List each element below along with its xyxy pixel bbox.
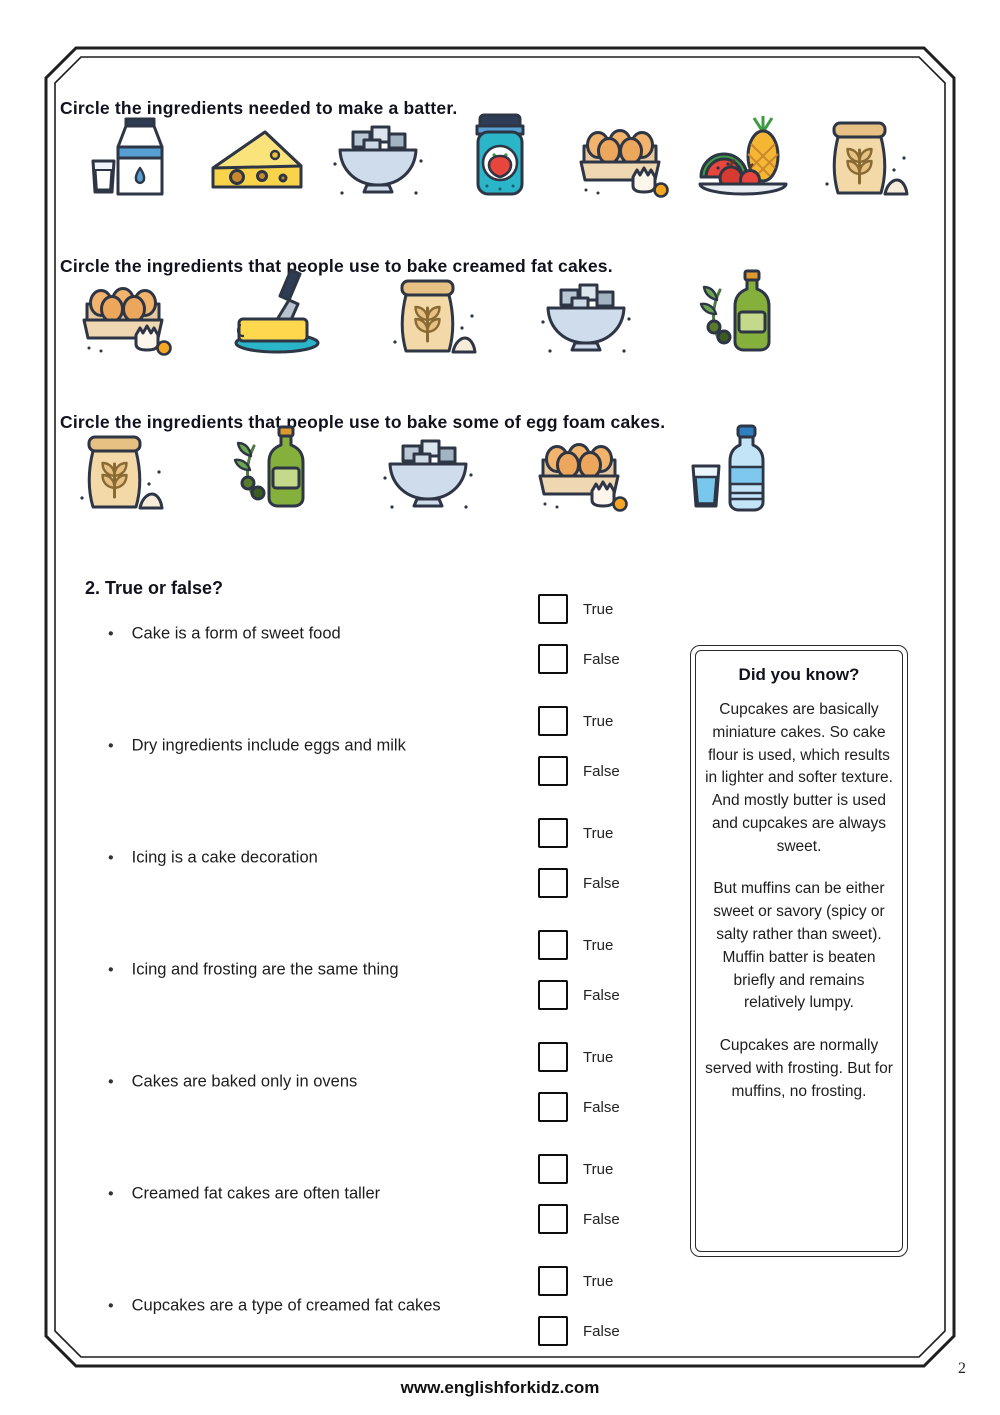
false-label: False — [583, 650, 620, 668]
question-text: Icing and frosting are the same thing — [131, 960, 399, 979]
true-checkbox[interactable] — [538, 1266, 568, 1296]
true-label: True — [583, 936, 614, 954]
creamed-fat-ingredients-row — [75, 264, 790, 364]
true-label: True — [583, 712, 614, 730]
true-checkbox[interactable] — [538, 930, 568, 960]
question-row — [100, 690, 675, 802]
question-text: Dry ingredients include eggs and milk — [131, 736, 406, 755]
milk-icon[interactable] — [85, 106, 185, 206]
eggs-icon[interactable] — [75, 264, 175, 364]
true-label: True — [583, 1272, 614, 1290]
true-label: True — [583, 600, 614, 618]
true-false-group — [538, 594, 620, 674]
site-url: www.englishforkidz.com — [400, 1378, 600, 1397]
egg-foam-ingredients-row — [70, 420, 785, 520]
question-row — [100, 1138, 675, 1250]
bullet-icon: • — [108, 625, 114, 642]
true-false-group — [538, 930, 620, 1010]
question-row — [100, 802, 675, 914]
batter-ingredients-row — [85, 106, 915, 206]
true-false-group — [538, 706, 620, 786]
question-row — [100, 1026, 675, 1138]
false-checkbox[interactable] — [538, 1204, 568, 1234]
false-label: False — [583, 874, 620, 892]
flour-icon[interactable] — [815, 106, 915, 206]
true-label: True — [583, 1048, 614, 1066]
bullet-icon: • — [108, 961, 114, 978]
olive-oil-icon[interactable] — [224, 420, 324, 520]
true-label: True — [583, 1160, 614, 1178]
bullet-icon: • — [108, 1297, 114, 1314]
question-row — [100, 578, 675, 690]
did-you-know-paragraph: Cupcakes are basically miniature cakes. So cake flour is used, which results in lighter and softer texture. And mostly butter is used and cupcakes are always sweet. — [705, 701, 893, 855]
section-title-creamed-fat: Circle the ingredients that people use to bake creamed fat cakes. — [60, 255, 613, 276]
false-checkbox[interactable] — [538, 868, 568, 898]
true-checkbox[interactable] — [538, 1042, 568, 1072]
fruit-plate-icon[interactable] — [693, 106, 793, 206]
true-false-group — [538, 1042, 620, 1122]
false-label: False — [583, 1210, 620, 1228]
false-label: False — [583, 762, 620, 780]
bullet-icon: • — [108, 1185, 114, 1202]
eggs-icon[interactable] — [531, 420, 631, 520]
water-icon[interactable] — [685, 420, 785, 520]
question-text: Cakes are baked only in ovens — [131, 1072, 358, 1091]
question-row — [100, 1250, 675, 1362]
flour-icon[interactable] — [70, 420, 170, 520]
question-list — [100, 578, 675, 1362]
olive-oil-icon[interactable] — [690, 264, 790, 364]
eggs-icon[interactable] — [572, 106, 672, 206]
false-label: False — [583, 1322, 620, 1340]
false-checkbox[interactable] — [538, 1316, 568, 1346]
question-text: Cupcakes are a type of creamed fat cakes — [131, 1296, 441, 1315]
page-number: 2 — [958, 1360, 966, 1377]
bullet-icon: • — [108, 1073, 114, 1090]
did-you-know-paragraph: But muffins can be either sweet or savory (spicy or salty rather than sweet). Muffin batter is beaten briefly and remains relatively lumpy. — [713, 880, 885, 1012]
sugar-bowl-icon[interactable] — [378, 420, 478, 520]
sugar-bowl-icon[interactable] — [536, 264, 636, 364]
false-label: False — [583, 986, 620, 1004]
question-text: Icing is a cake decoration — [131, 848, 318, 867]
section-title-batter: Circle the ingredients needed to make a batter. — [60, 97, 458, 118]
true-false-group — [538, 818, 620, 898]
true-label: True — [583, 824, 614, 842]
false-checkbox[interactable] — [538, 644, 568, 674]
true-false-group — [538, 1266, 620, 1346]
bullet-icon: • — [108, 849, 114, 866]
true-checkbox[interactable] — [538, 1154, 568, 1184]
true-checkbox[interactable] — [538, 594, 568, 624]
flour-icon[interactable] — [383, 264, 483, 364]
true-false-group — [538, 1154, 620, 1234]
true-checkbox[interactable] — [538, 706, 568, 736]
sugar-bowl-icon[interactable] — [328, 106, 428, 206]
false-checkbox[interactable] — [538, 756, 568, 786]
quiz-title: 2. True or false? — [85, 578, 224, 598]
strawberry-jam-icon[interactable] — [450, 106, 550, 206]
question-row — [100, 914, 675, 1026]
false-checkbox[interactable] — [538, 1092, 568, 1122]
false-checkbox[interactable] — [538, 980, 568, 1010]
question-text: Creamed fat cakes are often taller — [131, 1184, 381, 1203]
question-text: Cake is a form of sweet food — [131, 624, 341, 643]
did-you-know-paragraph: Cupcakes are normally served with frosting. But for muffins, no frosting. — [705, 1037, 893, 1100]
false-label: False — [583, 1098, 620, 1116]
true-checkbox[interactable] — [538, 818, 568, 848]
butter-icon[interactable] — [229, 264, 329, 364]
bullet-icon: • — [108, 737, 114, 754]
did-you-know-box — [690, 645, 908, 1257]
section-title-egg-foam: Circle the ingredients that people use to bake some of egg foam cakes. — [60, 411, 666, 432]
cheese-icon[interactable] — [207, 106, 307, 206]
did-you-know-title: Did you know? — [738, 665, 860, 684]
